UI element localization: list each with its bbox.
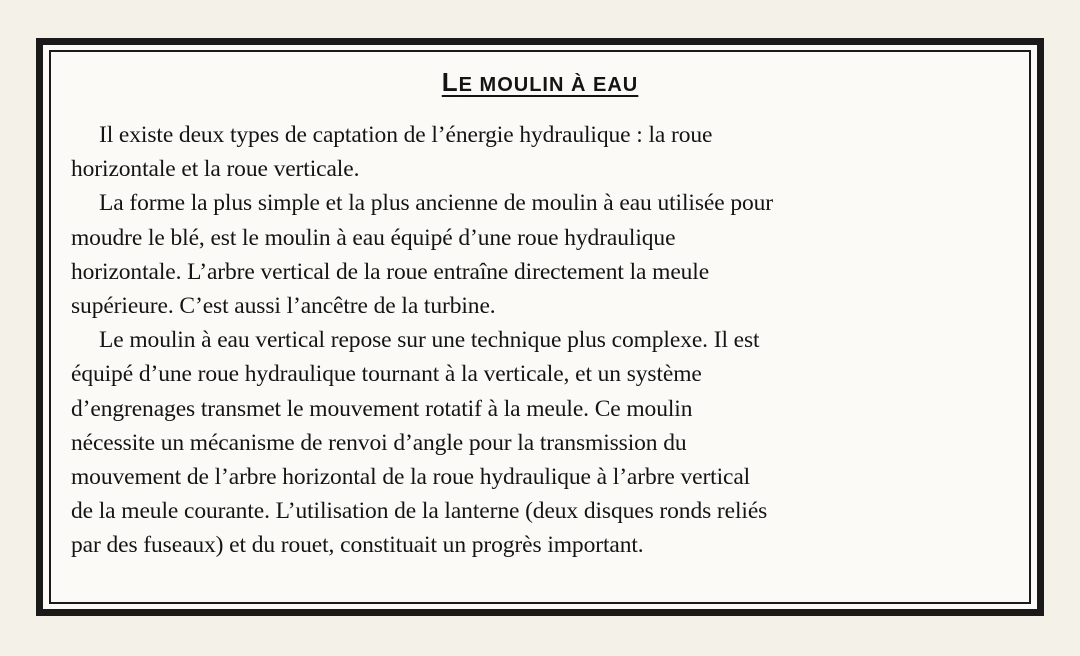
plaque-body [71, 118, 1011, 563]
text-line: de la meule courante. L’utilisation de la lanterne (deux disques ronds reliés [71, 498, 768, 525]
information-plaque [36, 38, 1044, 616]
title-rest: E MOULIN À EAU [458, 74, 639, 96]
text-line: supérieure. C’est aussi l’ancêtre de la turbine. [71, 293, 496, 320]
text-line: Il existe deux types de captation de l’énergie hydraulique : la roue [99, 122, 713, 148]
text-line: par des fuseaux) et du rouet, constituait un progrès important. [71, 532, 644, 559]
text-line: nécessite un mécanisme de renvoi d’angle pour la transmission du [71, 429, 687, 456]
text-line: d’engrenages transmet le mouvement rotatif à la meule. Ce moulin [71, 395, 693, 422]
plaque-title [43, 69, 1037, 95]
title-initial: L [441, 67, 459, 97]
text-line: La forme la plus simple et la plus ancienne de moulin à eau utilisée pour [99, 190, 773, 217]
plaque-title-text [441, 67, 639, 97]
text-line: mouvement de l’arbre horizontal de la roue hydraulique à l’arbre vertical [71, 464, 751, 491]
text-line: horizontale et la roue verticale. [71, 156, 360, 183]
text-line: équipé d’une roue hydraulique tournant à la verticale, et un système [71, 361, 702, 388]
text-line: horizontale. L’arbre vertical de la roue entraîne directement la meule [71, 258, 710, 285]
text-line: Le moulin à eau vertical repose sur une technique plus complexe. Il est [99, 327, 760, 354]
text-line: moudre le blé, est le moulin à eau équipé d’une roue hydraulique [71, 224, 676, 251]
